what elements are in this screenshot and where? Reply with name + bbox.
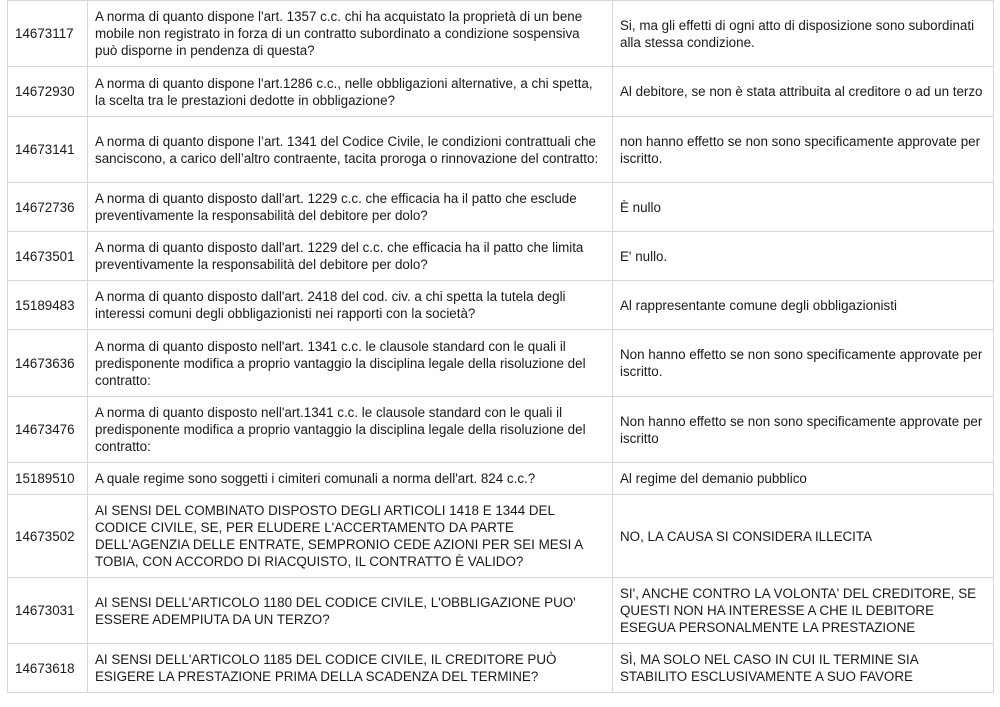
row-id: 14672736: [8, 183, 88, 232]
row-id: 14672930: [8, 67, 88, 117]
row-id: 14673117: [8, 1, 88, 67]
row-id: 14673502: [8, 495, 88, 578]
row-question: AI SENSI DELL'ARTICOLO 1180 DEL CODICE CIVILE, L'OBBLIGAZIONE PUO' ESSERE ADEMPIUTA DA UN TERZO?: [88, 578, 613, 644]
table-row: [8, 495, 994, 578]
row-question: A norma di quanto disposto dall'art. 1229 c.c. che efficacia ha il patto che esclude preventivamente la responsabilità del debitore per dolo?: [88, 183, 613, 232]
table-row: [8, 578, 994, 644]
table-row: [8, 1, 994, 67]
row-question: A norma di quanto disposto nell'art. 1341 c.c. le clausole standard con le quali il predisponente modifica a proprio vantaggio la disciplina legale della risoluzione del contratto:: [88, 330, 613, 397]
row-id: 14673141: [8, 117, 88, 183]
row-id: 14673636: [8, 330, 88, 397]
row-id: 14673618: [8, 644, 88, 693]
row-answer: non hanno effetto se non sono specificamente approvate per iscritto.: [613, 117, 994, 183]
table-row: [8, 330, 994, 397]
qa-table: [7, 0, 994, 693]
row-answer: Al rappresentante comune degli obbligazionisti: [613, 281, 994, 330]
row-id: 14673031: [8, 578, 88, 644]
row-id: 14673476: [8, 397, 88, 463]
table-row: [8, 397, 994, 463]
row-answer: Si, ma gli effetti di ogni atto di disposizione sono subordinati alla stessa condizione.: [613, 1, 994, 67]
row-question: AI SENSI DELL'ARTICOLO 1185 DEL CODICE CIVILE, IL CREDITORE PUÒ ESIGERE LA PRESTAZIONE PRIMA DELLA SCADENZA DEL TERMINE?: [88, 644, 613, 693]
row-question: A norma di quanto dispone l'art. 1357 c.c. chi ha acquistato la proprietà di un bene mobile non registrato in forza di un contratto subordinato a condizione sospensiva può disporne in pendenza di questa?: [88, 1, 613, 67]
row-answer: Non hanno effetto se non sono specificamente approvate per iscritto: [613, 397, 994, 463]
row-answer: Al regime del demanio pubblico: [613, 463, 994, 495]
row-answer: SÌ, MA SOLO NEL CASO IN CUI IL TERMINE SIA STABILITO ESCLUSIVAMENTE A SUO FAVORE: [613, 644, 994, 693]
row-answer: SI', ANCHE CONTRO LA VOLONTA' DEL CREDITORE, SE QUESTI NON HA INTERESSE A CHE IL DEBITORE ESEGUA PERSONALMENTE LA PRESTAZIONE: [613, 578, 994, 644]
table-row: [8, 281, 994, 330]
row-question: A norma di quanto disposto dall'art. 2418 del cod. civ. a chi spetta la tutela degli interessi comuni degli obbligazionisti nei rapporti con la società?: [88, 281, 613, 330]
row-question: A norma di quanto dispone l'art.1286 c.c., nelle obbligazioni alternative, a chi spetta, la scelta tra le prestazioni dedotte in obbligazione?: [88, 67, 613, 117]
row-id: 15189510: [8, 463, 88, 495]
row-id: 15189483: [8, 281, 88, 330]
table-row: [8, 463, 994, 495]
table-row: [8, 183, 994, 232]
row-answer: NO, LA CAUSA SI CONSIDERA ILLECITA: [613, 495, 994, 578]
table-row: [8, 232, 994, 281]
row-answer: E' nullo.: [613, 232, 994, 281]
row-id: 14673501: [8, 232, 88, 281]
row-answer: Non hanno effetto se non sono specificamente approvate per iscritto.: [613, 330, 994, 397]
row-question: A norma di quanto disposto dall'art. 1229 del c.c. che efficacia ha il patto che limita preventivamente la responsabilità del debitore per dolo?: [88, 232, 613, 281]
row-question: A norma di quanto dispone l’art. 1341 del Codice Civile, le condizioni contrattuali che sanciscono, a carico dell’altro contraente, tacita proroga o rinnovazione del contratto:: [88, 117, 613, 183]
row-question: A norma di quanto disposto nell'art.1341 c.c. le clausole standard con le quali il predisponente modifica a proprio vantaggio la disciplina legale della risoluzione del contratto:: [88, 397, 613, 463]
row-answer: È nullo: [613, 183, 994, 232]
row-question: A quale regime sono soggetti i cimiteri comunali a norma dell'art. 824 c.c.?: [88, 463, 613, 495]
table-row: [8, 644, 994, 693]
table-row: [8, 67, 994, 117]
table-row: [8, 117, 994, 183]
row-question: AI SENSI DEL COMBINATO DISPOSTO DEGLI ARTICOLI 1418 E 1344 DEL CODICE CIVILE, SE, PER ELUDERE L'ACCERTAMENTO DA PARTE DELL'AGENZIA DELLE ENTRATE, SEMPRONIO CEDE AZIONI PER SEI MESI A TOBIA, CON ACCORDO DI RIACQUISTO, IL CONTRATTO È VALIDO?: [88, 495, 613, 578]
row-answer: Al debitore, se non è stata attribuita al creditore o ad un terzo: [613, 67, 994, 117]
